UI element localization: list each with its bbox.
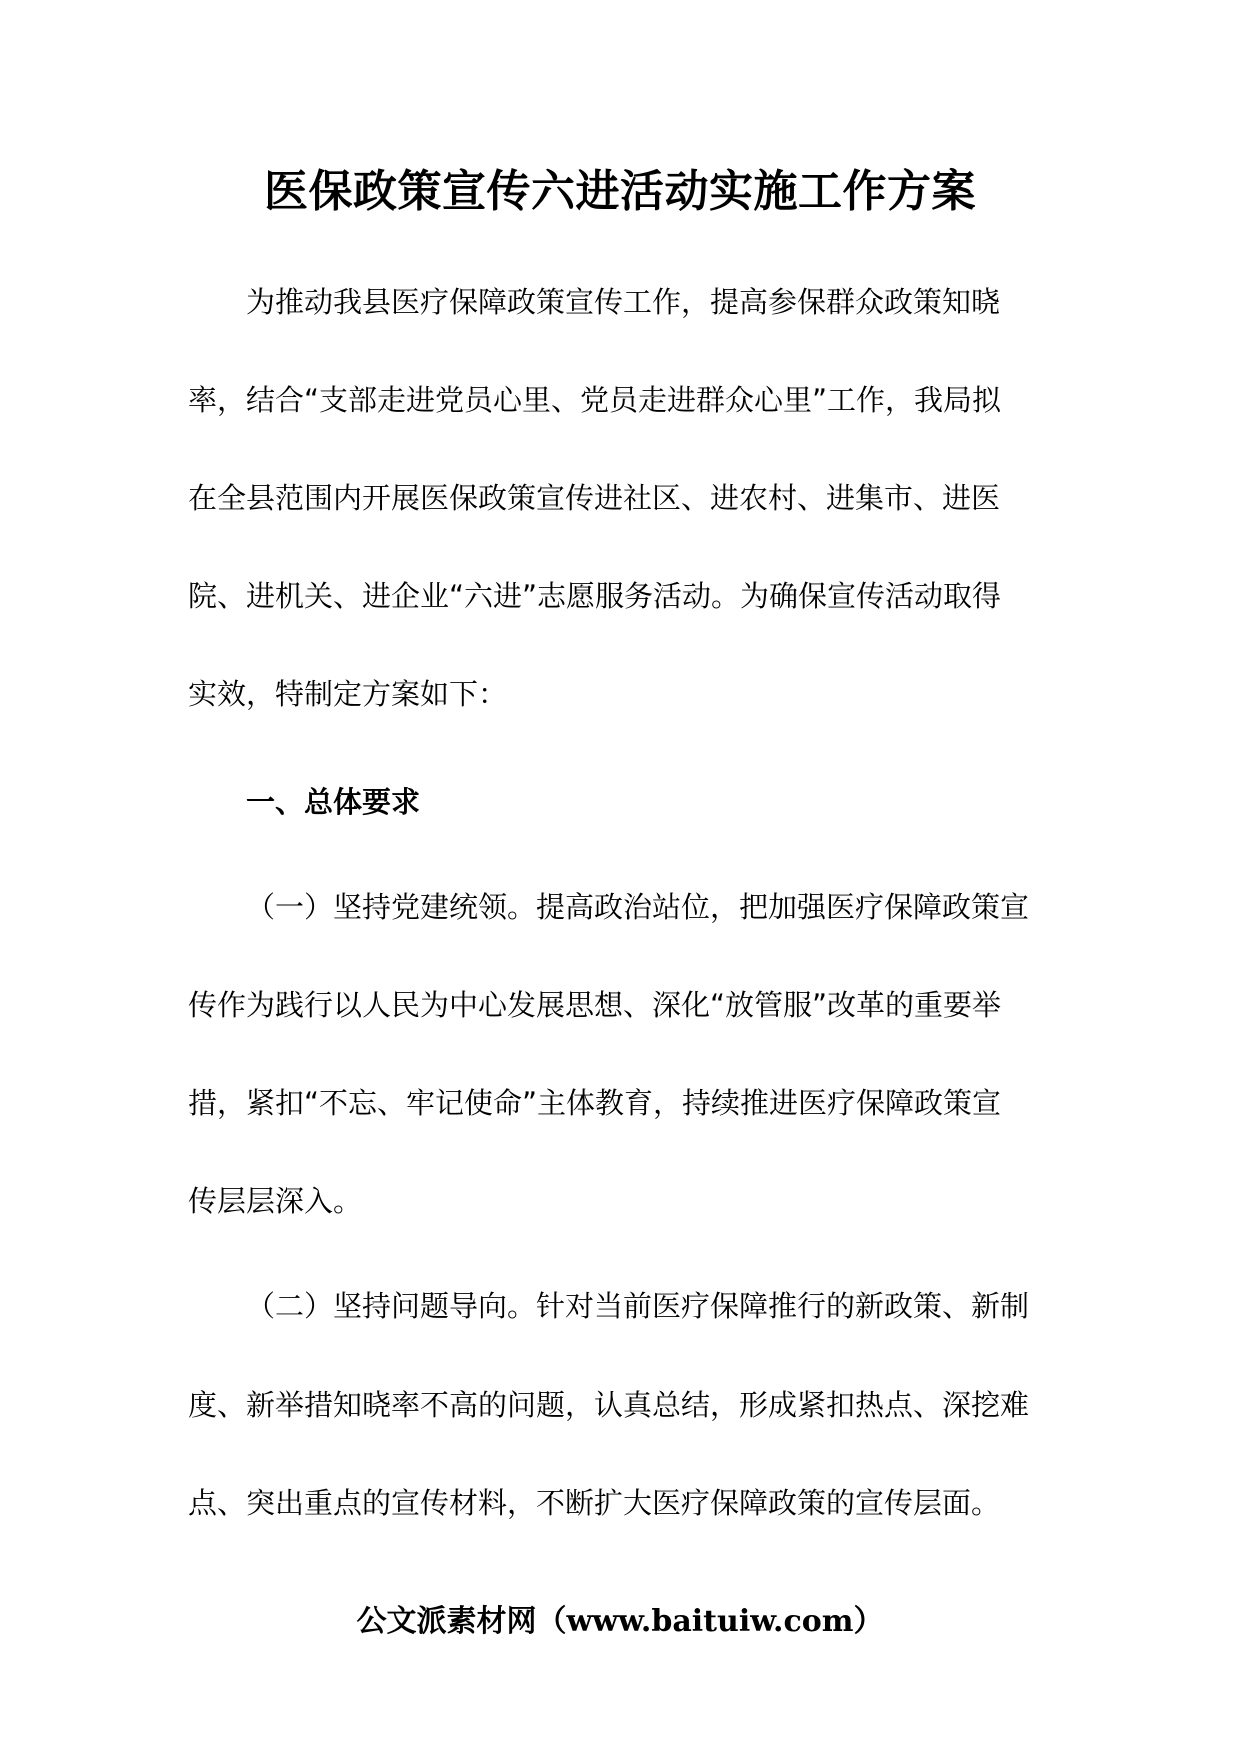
paragraph-line: 度、新举措知晓率不高的问题，认真总结，形成紧扣热点、深挖难	[188, 1388, 1030, 1422]
paragraph-line: 实效，特制定方案如下：	[188, 677, 508, 711]
paragraph-line: 点、突出重点的宣传材料，不断扩大医疗保障政策的宣传层面。	[188, 1486, 1001, 1520]
paragraph-line: 为推动我县医疗保障政策宣传工作，提高参保群众政策知晓	[246, 285, 1001, 319]
paragraph-line: 措，紧扣“不忘、牢记使命”主体教育，持续推进医疗保障政策宣	[188, 1086, 1002, 1120]
paragraph-line: （一）坚持党建统领。提高政治站位，把加强医疗保障政策宣	[246, 890, 1030, 924]
paragraph-line: 传作为践行以人民为中心发展思想、深化“放管服”改革的重要举	[188, 988, 1002, 1022]
paragraph-line: 传层层深入。	[188, 1184, 363, 1218]
document-title: 医保政策宣传六进活动实施工作方案	[264, 166, 976, 217]
paragraph-line: 院、进机关、进企业“六进”志愿服务活动。为确保宣传活动取得	[188, 579, 1002, 613]
paragraph-line: 在全县范围内开展医保政策宣传进社区、进农村、进集市、进医	[188, 481, 1001, 515]
footer-watermark-text: 公文派素材网（www.baituiw.com）	[356, 1604, 884, 1639]
paragraph-line: 率，结合“支部走进党员心里、党员走进群众心里”工作，我局拟	[188, 383, 1002, 417]
section-heading: 一、总体要求	[246, 785, 421, 819]
paragraph-line: （二）坚持问题导向。针对当前医疗保障推行的新政策、新制	[246, 1289, 1030, 1323]
